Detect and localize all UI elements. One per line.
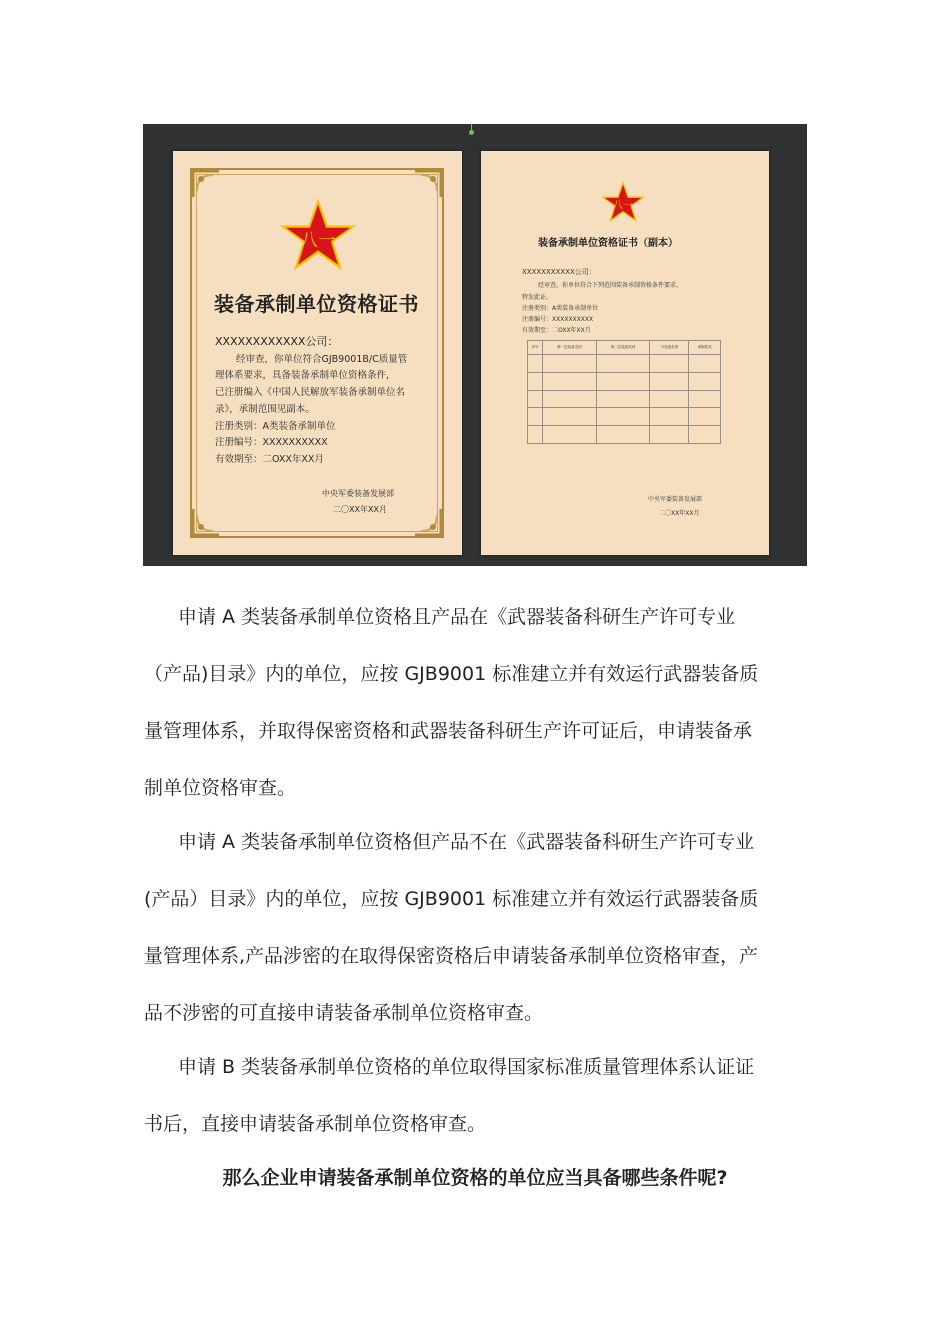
paragraph-line: 申请 A 类装备承制单位资格但产品不在《武器装备科研生产许可专业	[178, 831, 755, 853]
bayi-star-emblem-small-icon	[600, 180, 646, 224]
paragraph-line: 量管理体系,产品涉密的在取得保密资格后申请装备承制单位资格审查，产	[144, 945, 759, 967]
svg-text:八一: 八一	[300, 231, 336, 252]
paragraph-b-class	[144, 1039, 806, 1153]
certificate-copy-reg-type: 注册类别：A类装备承制单位	[522, 305, 599, 312]
certificate-title: 装备承制单位资格证书	[214, 292, 419, 316]
certificate-copy-valid-until: 有效期至：二OXX年XX月	[522, 327, 591, 334]
paragraph-a-class-in-catalog	[144, 589, 806, 817]
table-header: 承制性质	[689, 341, 721, 355]
table-header: 第一层装备类别	[543, 341, 597, 355]
table-header: 第二层装备类别	[596, 341, 650, 355]
table-header: 序号	[528, 341, 543, 355]
certificate-reg-type: 注册类别：A类装备承制单位	[215, 421, 336, 432]
certificate-company: XXXXXXXXXXXX公司：	[215, 335, 339, 348]
certificate-copy-title: 装备承制单位资格证书（副本）	[538, 238, 678, 249]
rotate-handle[interactable]	[469, 130, 474, 135]
certificate-copy-issuer: 中央军委装备发展部	[648, 496, 703, 503]
paragraph-line: （产品)目录》内的单位，应按 GJB9001 标准建立并有效运行武器装备质	[144, 663, 759, 685]
certificate-copy-date: 二〇XX年XX月	[659, 510, 700, 517]
paragraph-line: 量管理体系，并取得保密资格和武器装备科研生产许可证后，申请装备承	[144, 720, 753, 742]
bayi-star-emblem-icon	[278, 196, 358, 274]
ornament-bottom-left-icon	[191, 507, 221, 537]
certificate-date: 二〇XX年XX月	[333, 505, 387, 514]
section-question-heading: 那么企业申请装备承制单位资格的单位应当具备哪些条件呢?	[222, 1167, 728, 1189]
ornament-bottom-right-icon	[413, 507, 443, 537]
certificate-body-line: 录》，承制范围见副本。	[215, 404, 315, 415]
certificate-body-line: 已注册编入《中国人民解放军装备承制单位名	[215, 387, 406, 398]
table-header: 分类级类别	[650, 341, 689, 355]
certificate-valid-until: 有效期至：二OXX年XX月	[215, 454, 324, 465]
certificate-body-line: 经审查，你单位符合GJB9001B/C质量管	[236, 354, 408, 365]
paragraph-line: 制单位资格审查。	[144, 777, 297, 799]
paragraph-line: (产品）目录》内的单位，应按 GJB9001 标准建立并有效运行武器装备质	[144, 888, 759, 910]
paragraph-a-class-not-in-catalog	[144, 814, 806, 1042]
certificate-reg-no: 注册编号：XXXXXXXXXX	[215, 437, 328, 448]
certificate-copy-body-line: 经审查，你单位符合下列范围装备承制资格条件要求，	[538, 282, 683, 289]
certificate-copy-company: XXXXXXXXXXX公司：	[522, 268, 596, 276]
certificate-copy-reg-no: 注册编号：XXXXXXXXXX	[522, 316, 594, 323]
paragraph-line: 书后，直接申请装备承制单位资格审查。	[144, 1113, 487, 1135]
paragraph-line: 品不涉密的可直接申请装备承制单位资格审查。	[144, 1002, 544, 1024]
ornament-top-right-icon	[413, 169, 443, 199]
svg-text:八一: 八一	[612, 200, 634, 212]
paragraph-line: 申请 A 类装备承制单位资格且产品在《武器装备科研生产许可专业	[178, 606, 736, 628]
certificate-body-line: 理体系要求，具备装备承制单位资格条件，	[215, 370, 396, 381]
ornament-top-left-icon	[191, 169, 221, 199]
paragraph-line: 申请 B 类装备承制单位资格的单位取得国家标准质量管理体系认证证	[178, 1056, 755, 1078]
certificate-copy-body-line: 特发此证。	[522, 294, 553, 301]
certificate-copy-table	[527, 340, 721, 444]
certificate-issuer: 中央军委装备发展部	[322, 489, 394, 498]
